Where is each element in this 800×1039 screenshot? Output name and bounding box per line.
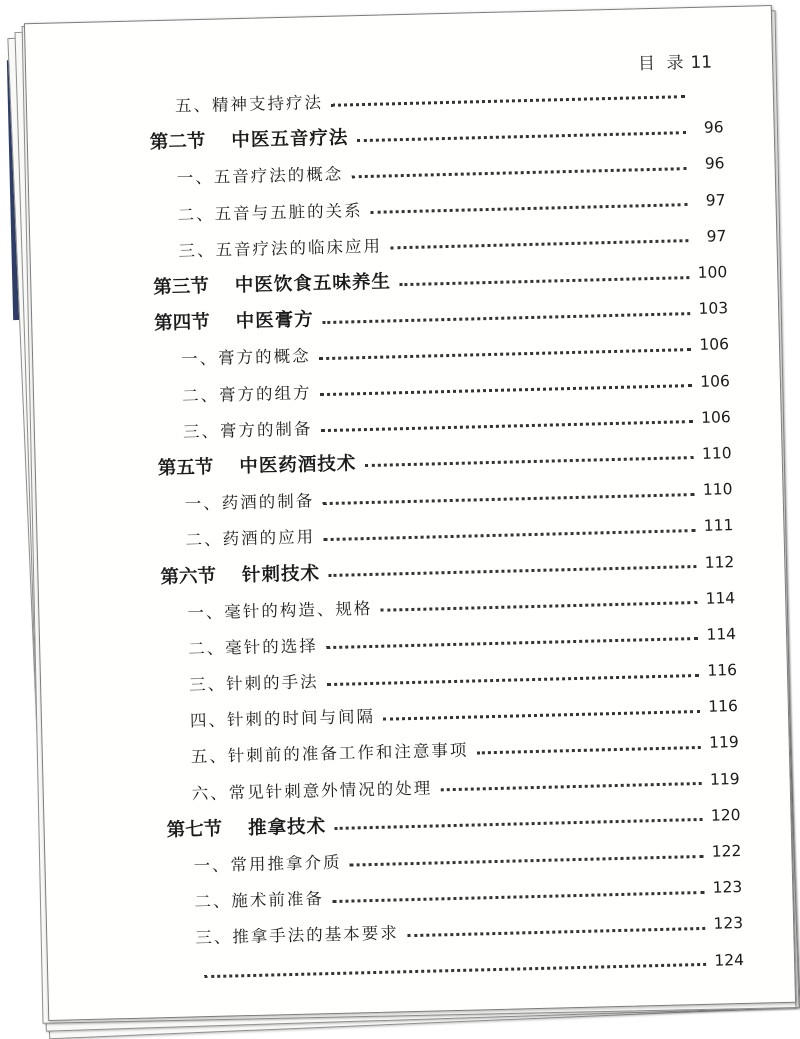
toc-page-number: 106 [700,407,731,427]
section-number: 第六节 [160,565,217,588]
dot-leader [322,493,694,505]
toc-page-number: 97 [705,190,726,210]
toc-page-number: 100 [697,263,728,282]
dot-leader [390,239,688,249]
toc-entry-title: 二、膏方的组方 [181,382,312,406]
dot-leader [407,927,705,937]
toc-section-heading [157,449,356,480]
toc-entry-title: 一、常用推拿介质 [193,852,342,876]
toc-entry-title: 二、药酒的应用 [185,527,316,550]
dot-leader [320,420,692,432]
toc-page-number: 119 [708,733,739,753]
toc-entry-title: 三、膏方的制备 [182,419,313,442]
toc-page-number [693,91,723,92]
toc-entry-title: 一、膏方的概念 [180,346,311,369]
toc-page-number: 111 [703,516,734,536]
dot-leader [322,312,690,324]
toc-page-number: 122 [711,842,742,861]
dot-leader [364,457,693,468]
running-header [638,47,713,74]
dot-leader [371,203,688,214]
header-page-number: 11 [690,52,713,74]
toc-page-number: 112 [704,552,735,572]
section-title: 中医五音疗法 [231,127,349,152]
toc-entry-title: 六、常见针刺意外情况的处理 [191,778,433,804]
toc-entry-title: 三、五音疗法的临床应用 [178,236,383,261]
dot-leader [350,854,704,866]
toc-page-number: 96 [704,154,725,174]
section-title: 推拿技术 [247,815,327,839]
toc-page-number: 123 [712,878,743,897]
toc-entry-title: 一、药酒的制备 [184,491,315,514]
toc-entry-title: 三、推拿手法的基本要求 [195,923,399,948]
toc-section-heading [153,267,391,299]
section-number: 第四节 [154,312,211,335]
dot-leader [320,384,692,396]
section-number: 第五节 [157,456,214,480]
toc-entry-title: 四、针刺的时间与间隔 [189,707,376,731]
toc-page-number: 106 [700,371,731,391]
dot-leader [380,601,697,612]
dot-leader [332,891,704,903]
dot-leader [331,95,685,107]
dot-leader [356,131,685,142]
dot-leader [323,529,695,541]
toc-entry-title: 五、精神支持疗法 [174,93,324,116]
toc-page-number: 110 [701,444,732,463]
header-label: 目 录 [637,53,687,75]
toc-page-number: 110 [702,480,733,499]
toc-entry-title: 二、施术前准备 [194,889,325,912]
section-number: 第三节 [153,275,210,299]
toc-page-number: 114 [706,624,737,644]
toc-page-number: 114 [705,588,736,608]
dot-leader [440,782,701,791]
dot-leader [383,710,700,721]
dot-leader [204,963,706,978]
dot-leader [319,348,691,360]
section-title: 针刺技术 [241,562,321,586]
toc-entry-title: 三、针刺的手法 [188,672,319,695]
toc-page-number: 124 [714,950,745,970]
table-of-contents [27,72,795,995]
toc-entry-title: 二、毫针的选择 [188,636,318,659]
dot-leader [328,565,696,577]
dot-leader [399,276,689,286]
toc-section-heading [150,124,349,155]
toc-page-number: 120 [710,805,741,825]
dot-leader [326,637,698,649]
section-title: 中医药酒技术 [239,453,357,478]
toc-page-number: 119 [709,769,740,789]
section-title: 中医饮食五味养生 [234,271,392,297]
toc-section-heading [166,812,326,842]
section-title: 中医膏方 [235,309,315,333]
dot-leader [327,674,699,686]
toc-page-number: 96 [703,118,724,137]
dot-leader [334,818,702,830]
toc-entry-title: 一、毫针的构造、规格 [187,598,373,623]
dot-leader [476,746,701,754]
toc-entry-title: 二、五音与五脏的关系 [177,200,363,225]
section-number: 第二节 [149,131,206,154]
toc-page-number: 123 [713,914,744,934]
toc-page-number: 106 [699,335,730,355]
toc-page-number: 116 [707,661,738,680]
toc-page-number: 103 [698,299,729,319]
toc-entry-title: 五、针刺前的准备工作和注意事项 [190,741,469,767]
toc-page-number: 97 [706,227,727,246]
section-number: 第七节 [166,818,223,841]
toc-section-heading [160,559,320,589]
toc-page [24,5,796,1021]
dot-leader [351,167,686,178]
toc-page-number: 116 [708,697,739,717]
toc-entry-title: 一、五音疗法的概念 [176,165,344,189]
toc-section-heading [154,306,314,336]
